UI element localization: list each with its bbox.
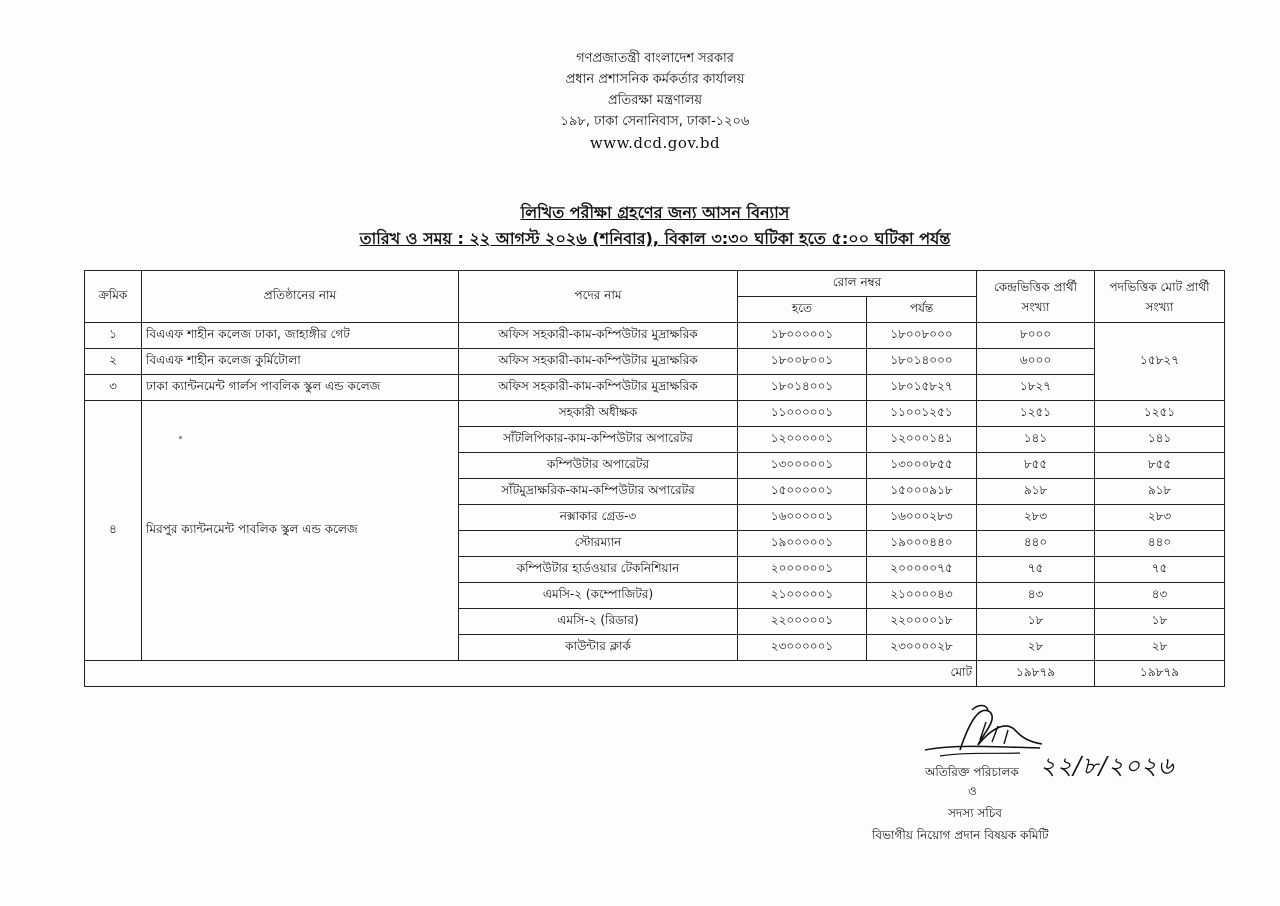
signature-role: সদস্য সচিব [948, 806, 1002, 820]
scan-speck [179, 436, 182, 439]
roll-to-cell: ২২০০০০১৮ [867, 609, 977, 635]
post-total-cell: ১৪১ [1095, 427, 1225, 453]
center-count-cell: ১৪১ [977, 427, 1095, 453]
seat-plan-table [84, 270, 1225, 687]
roll-to-cell: ১৮০১৪০০০ [867, 349, 977, 375]
post-total-cell: ১২৫১ [1095, 401, 1225, 427]
institution-cell: ঢাকা ক্যান্টনমেন্ট গার্লস পাবলিক স্কুল এন্ড কলেজ [142, 375, 459, 401]
post-total-cell: ১৫৮২৭ [1095, 323, 1225, 401]
serial-cell: ৪ [85, 401, 142, 661]
total-post-count: ১৯৮৭৯ [1095, 661, 1225, 687]
roll-to-cell: ১৬০০০২৮৩ [867, 505, 977, 531]
roll-to-cell: ১৯০০০৪৪০ [867, 531, 977, 557]
post-total-cell: ৮৫৫ [1095, 453, 1225, 479]
ministry-name: প্রতিরক্ষা মন্ত্রণালয় [608, 93, 702, 108]
total-row [85, 661, 1225, 687]
institution-cell: বিএএফ শাহীন কলেজ কুর্মিটোলা [142, 349, 459, 375]
serial-cell: ১ [85, 323, 142, 349]
center-count-cell: ১২৫১ [977, 401, 1095, 427]
roll-to-cell: ১৩০০০৮৫৫ [867, 453, 977, 479]
roll-from-cell: ১৮০১৪০০১ [738, 375, 867, 401]
roll-to-cell: ২০০০০০৭৫ [867, 557, 977, 583]
header-institution: প্রতিষ্ঠানের নাম [142, 271, 459, 323]
header-roll-from: হতে [738, 297, 867, 323]
post-cell: অফিস সহকারী-কাম-কম্পিউটার মুদ্রাক্ষরিক [459, 323, 738, 349]
center-count-cell: ৪৪০ [977, 531, 1095, 557]
post-cell: নক্সাকার গ্রেড-৩ [459, 505, 738, 531]
roll-to-cell: ২১০০০০৪৩ [867, 583, 977, 609]
post-cell: স্টোরম্যান [459, 531, 738, 557]
post-total-cell: ৪৪০ [1095, 531, 1225, 557]
roll-from-cell: ১৯০০০০০১ [738, 531, 867, 557]
center-count-cell: ১৮২৭ [977, 375, 1095, 401]
signature-conjunction: ও [968, 784, 977, 798]
office-header [0, 48, 1280, 153]
post-cell: অফিস সহকারী-কাম-কম্পিউটার মুদ্রাক্ষরিক [459, 375, 738, 401]
post-cell: অফিস সহকারী-কাম-কম্পিউটার মুদ্রাক্ষরিক [459, 349, 738, 375]
signature-date: ২২/৮/২০২৬ [1040, 752, 1175, 780]
table-row [85, 349, 1225, 375]
total-center-count: ১৯৮৭৯ [977, 661, 1095, 687]
roll-from-cell: ১২০০০০০১ [738, 427, 867, 453]
post-cell: সাঁটলিপিকার-কাম-কম্পিউটার অপারেটর [459, 427, 738, 453]
table-row [85, 323, 1225, 349]
roll-from-cell: ২০০০০০০১ [738, 557, 867, 583]
total-label: মোট [85, 661, 977, 687]
center-count-cell: ৯১৮ [977, 479, 1095, 505]
center-count-cell: ২৮৩ [977, 505, 1095, 531]
center-count-cell: ৭৫ [977, 557, 1095, 583]
roll-from-cell: ২২০০০০০১ [738, 609, 867, 635]
notice-title: লিখিত পরীক্ষা গ্রহণের জন্য আসন বিন্যাস [520, 203, 790, 222]
table-row [85, 375, 1225, 401]
notice-titles [0, 200, 1280, 252]
roll-from-cell: ২১০০০০০১ [738, 583, 867, 609]
center-count-cell: ৬০০০ [977, 349, 1095, 375]
header-post: পদের নাম [459, 271, 738, 323]
header-roll: রোল নম্বর [738, 271, 977, 297]
serial-cell: ২ [85, 349, 142, 375]
post-total-cell: ১৮ [1095, 609, 1225, 635]
exam-date-time: তারিখ ও সময় : ২২ আগস্ট ২০২৬ (শনিবার), বিকাল ৩:৩০ ঘটিকা হতে ৫:০০ ঘটিকা পর্যন্ত [359, 229, 951, 248]
header-serial: ক্রমিক [85, 271, 142, 323]
signature-committee: বিভাগীয় নিয়োগ প্রদান বিষয়ক কমিটি [872, 828, 1049, 842]
post-total-cell: ২৮৩ [1095, 505, 1225, 531]
center-count-cell: ৮৫৫ [977, 453, 1095, 479]
table-header-row [85, 271, 1225, 297]
header-center-count: কেন্দ্রভিত্তিক প্রার্থী সংখ্যা [977, 271, 1095, 323]
roll-to-cell: ১৮০১৫৮২৭ [867, 375, 977, 401]
roll-from-cell: ১৩০০০০০১ [738, 453, 867, 479]
center-count-cell: ২৮ [977, 635, 1095, 661]
table-row [85, 401, 1225, 427]
roll-to-cell: ১৮০০৮০০০ [867, 323, 977, 349]
post-cell: সাঁটমুদ্রাক্ষরিক-কাম-কম্পিউটার অপারেটর [459, 479, 738, 505]
roll-to-cell: ১৫০০০৯১৮ [867, 479, 977, 505]
post-cell: কাউন্টার ক্লার্ক [459, 635, 738, 661]
institution-cell: বিএএফ শাহীন কলেজ ঢাকা, জাহাঙ্গীর গেট [142, 323, 459, 349]
center-count-cell: ৪৩ [977, 583, 1095, 609]
signature-block [860, 700, 1175, 870]
post-cell: এমসি-২ (কম্পোজিটর) [459, 583, 738, 609]
signature-scribble [920, 700, 1050, 762]
post-total-cell: ৭৫ [1095, 557, 1225, 583]
center-count-cell: ১৮ [977, 609, 1095, 635]
post-cell: এমসি-২ (রিডার) [459, 609, 738, 635]
roll-from-cell: ১৮০০০০০১ [738, 323, 867, 349]
roll-from-cell: ১৫০০০০০১ [738, 479, 867, 505]
post-cell: কম্পিউটার হার্ডওয়ার টেকনিশিয়ান [459, 557, 738, 583]
office-name: প্রধান প্রশাসনিক কর্মকর্তার কার্যালয় [565, 72, 745, 87]
roll-to-cell: ২৩০০০০২৮ [867, 635, 977, 661]
header-roll-to: পর্যন্ত [867, 297, 977, 323]
header-post-total: পদভিত্তিক মোট প্রার্থী সংখ্যা [1095, 271, 1225, 323]
roll-from-cell: ২৩০০০০০১ [738, 635, 867, 661]
post-total-cell: ২৮ [1095, 635, 1225, 661]
post-cell: কম্পিউটার অপারেটর [459, 453, 738, 479]
signature-designation: অতিরিক্ত পরিচালক [925, 765, 1019, 779]
post-cell: সহকারী অধীক্ষক [459, 401, 738, 427]
govt-name: গণপ্রজাতন্ত্রী বাংলাদেশ সরকার [576, 51, 734, 66]
center-count-cell: ৮০০০ [977, 323, 1095, 349]
roll-from-cell: ১১০০০০০১ [738, 401, 867, 427]
post-total-cell: ৯১৮ [1095, 479, 1225, 505]
institution-cell: মিরপুর ক্যান্টনমেন্ট পাবলিক স্কুল এন্ড কলেজ [142, 401, 459, 661]
roll-to-cell: ১২০০০১৪১ [867, 427, 977, 453]
post-total-cell: ৪৩ [1095, 583, 1225, 609]
roll-from-cell: ১৮০০৮০০১ [738, 349, 867, 375]
serial-cell: ৩ [85, 375, 142, 401]
website-link[interactable]: www.dcd.gov.bd [589, 134, 721, 152]
office-address: ১৯৮, ঢাকা সেনানিবাস, ঢাকা-১২০৬ [560, 114, 750, 129]
roll-to-cell: ১১০০১২৫১ [867, 401, 977, 427]
roll-from-cell: ১৬০০০০০১ [738, 505, 867, 531]
